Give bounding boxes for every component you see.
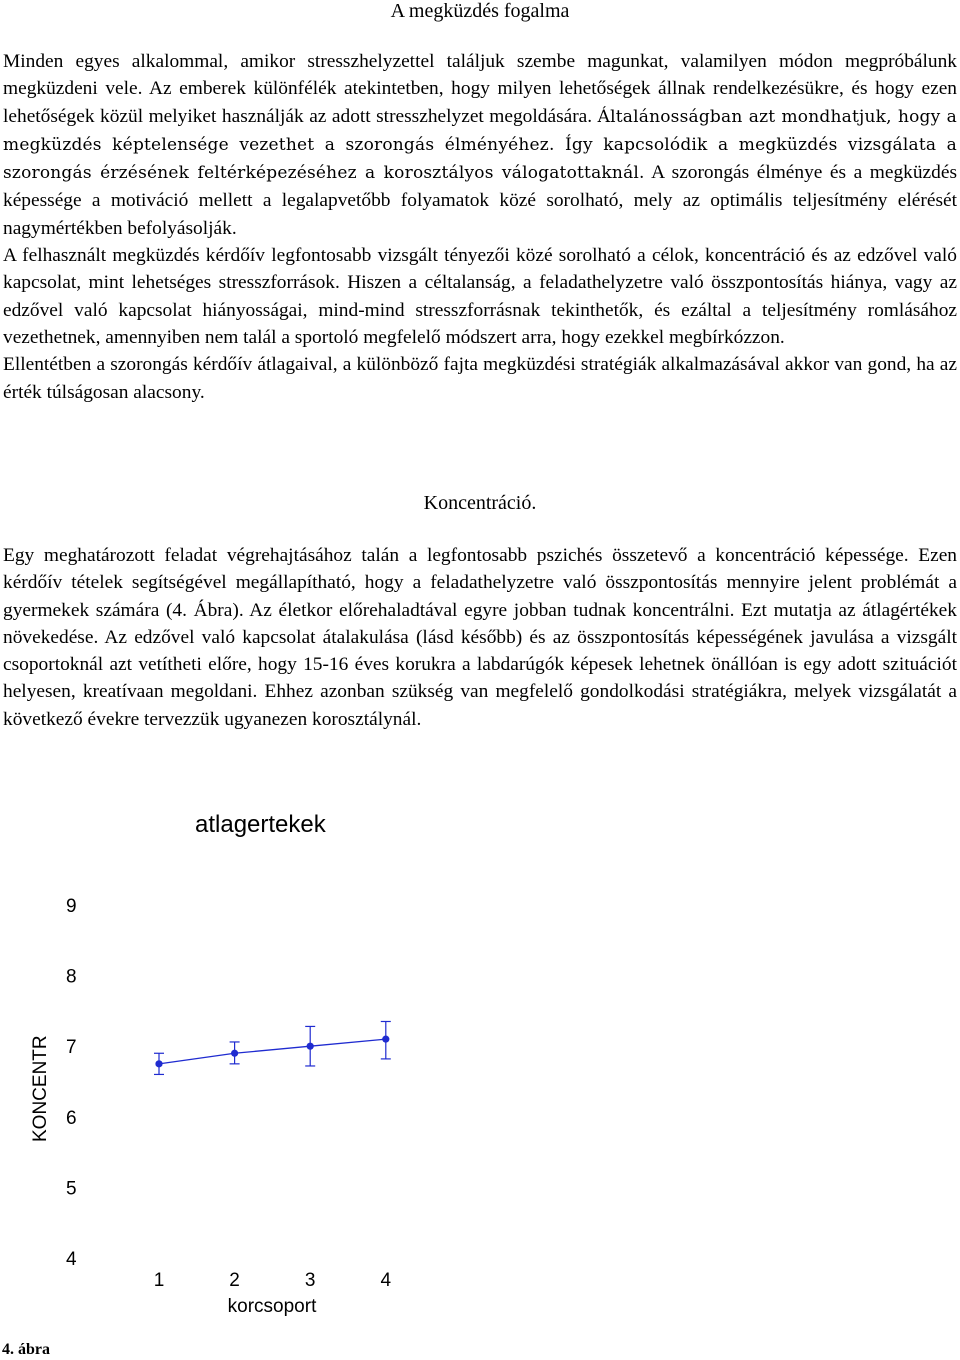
data-point <box>382 1036 389 1043</box>
paragraph-intro-text: Minden egyes alkalommal, amikor stresszhelyzettel találjuk szembe magunkat, valamilyen módon megpróbálunk megküzdeni vele. Az emberek különfélék atekintetben, hogy milyen lehetőségek állnak rendelkezésükre, és hogy ezen lehetőségek közül melyiket használják az adott stresszhelyzet megoldására. <box>3 51 957 127</box>
y-tick-label: 6 <box>66 1107 77 1129</box>
x-tick-label: 3 <box>304 1270 316 1291</box>
page-title: A megküzdés fogalma <box>390 0 570 22</box>
y-tick-label: 9 <box>66 896 77 917</box>
data-point <box>307 1043 314 1050</box>
paragraph-concentration: Egy meghatározott feladat végrehajtásához talán a legfontosabb pszichés összetevő a koncentráció képessége. Ezen kérdőív tételek segítségével megállapítható, hogy a feladathelyzetre való összpontosítás mennyire jelent problémát a gyermekek számára (4. Ábra). Az életkor előrehaladtával egyre jobban tudnak koncentrálni. Ezt mutatja az átlagértékek növekedése. Az edzővel való kapcsolat átalakulása (lásd később) és az összpontosítás képességének javulása a vizsgált csoportoknál azt vetítheti előre, hogy 15-16 éves korukra a labdarúgók képesek lehetnek önállóan is egy adott szituációt helyesen, kreatívaan megoldani. Ehhez azonban szükség van megfelelő gondolkodási stratégiákra, melyek vizsgálatát a következő évekre tervezzük ugyanezen korosztálynál. <box>3 545 957 730</box>
y-axis-label: KONCENTR <box>30 1035 51 1142</box>
x-axis-label: korcsoport <box>227 1296 317 1317</box>
paragraph-intro <box>3 48 957 406</box>
y-tick-label: 4 <box>66 1249 77 1270</box>
paragraph-stress-sources: A felhasznált megküzdés kérdőív legfontosabb vizsgált tényezői közé sorolható a célok, koncentráció és az edzővel való kapcsolat, mint lehetséges stresszforrások. Hiszen a céltalanság, a feladathelyzetre való összpontosítás hiánya, vagy az edzővel való kapcsolat hiányosságai, mind-mind stresszforrásnak tekinthetők, és ezáltal a teljesítmény romlásához vezethetnek, amennyiben nem talál a sportoló megfelelő módszert arra, hogy ezekkel megbírkózzon. <box>3 245 957 348</box>
y-tick-label: 8 <box>66 966 77 988</box>
paragraph-intro-text-3: A szorongás élménye és a megküzdés képessége a motiváció mellett a legalapvetőbb folyamatok közé sorolható, mely az optimális teljesítmény elérését nagymértékben befolyásolják. <box>3 162 958 239</box>
series-line <box>159 1039 386 1064</box>
paragraph-comparison: Ellentétben a szorongás kérdőív átlagaival, a különböző fajta megküzdési stratégiák alkalmazásával akkor van gond, ha az érték túlságosan alacsony. <box>3 354 957 403</box>
chart-title: atlagertekek <box>195 811 326 838</box>
x-tick-label: 4 <box>380 1270 392 1291</box>
section-title: Koncentráció. <box>423 492 537 514</box>
chart <box>0 790 420 1330</box>
paragraph-intro-text-2: Általánosságban azt mondhatjuk, hogy a megküzdés képtelensége vezethet a szorongás élményéhez. Így kapcsolódik a megküzdés vizsgálata a szorongás érzésének feltérképezéséhez a korosztályos válogatottaknál. <box>3 106 957 184</box>
data-point <box>155 1060 162 1067</box>
figure-label: 4. ábra <box>2 1341 50 1358</box>
y-tick-label: 7 <box>66 1037 77 1059</box>
data-point <box>231 1050 238 1057</box>
x-tick-label: 1 <box>153 1270 165 1291</box>
x-tick-label: 2 <box>229 1270 240 1291</box>
y-tick-label: 5 <box>66 1178 77 1200</box>
